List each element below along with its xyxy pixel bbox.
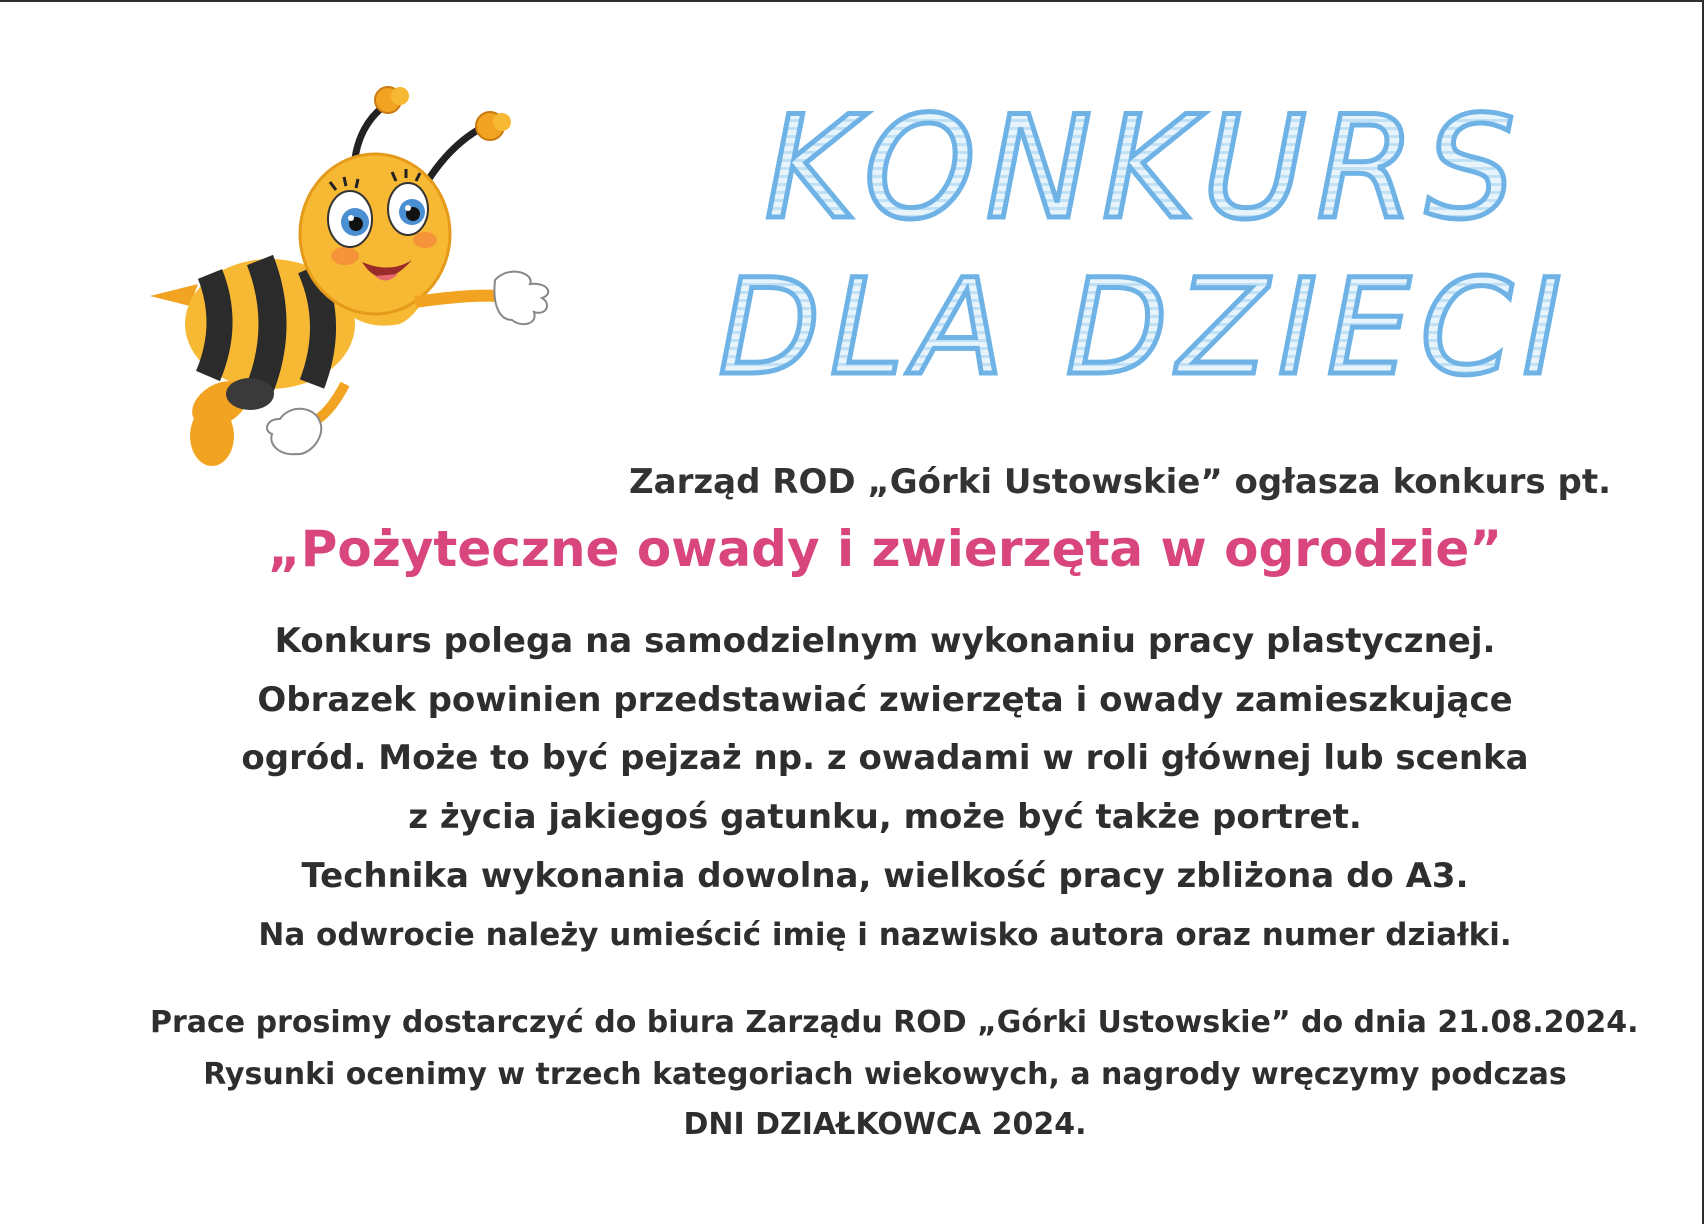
description-line: Konkurs polega na samodzielnym wykonaniu pracy plastycznej. (274, 621, 1496, 661)
cartoon-bee-icon (150, 84, 610, 514)
contest-name: „Pożyteczne owady i zwierzęta w ogrodzie” (267, 520, 1503, 578)
description-line: z życia jakiegoś gatunku, może być także portret. (408, 797, 1362, 837)
title-konkurs: KONKURS (640, 98, 1650, 240)
scan-border-top (0, 0, 1704, 2)
description-line: Na odwrocie należy umieścić imię i nazwisko autora oraz numer działki. (258, 917, 1512, 953)
description-line: Obrazek powinien przedstawiać zwierzęta i owady zamieszkujące (257, 680, 1513, 720)
organizer-announcement: Zarząd ROD „Górki Ustowskie” ogłasza konkurs pt. (629, 462, 1611, 502)
delivery-info: Prace prosimy dostarczyć do biura Zarządu ROD „Górki Ustowskie” do dnia 21.08.2024. (150, 1005, 1639, 1040)
description-line: Technika wykonania dowolna, wielkość pracy zbliżona do A3. (301, 856, 1469, 896)
title-dla-dzieci: DLA DZIECI (640, 262, 1650, 394)
description-line: ogród. Może to być pejzaż np. z owadami w roli głównej lub scenka (241, 738, 1529, 778)
judging-info: Rysunki ocenimy w trzech kategoriach wiekowych, a nagrody wręczymy podczas (203, 1057, 1567, 1092)
event-name: DNI DZIAŁKOWCA 2024. (683, 1107, 1087, 1142)
